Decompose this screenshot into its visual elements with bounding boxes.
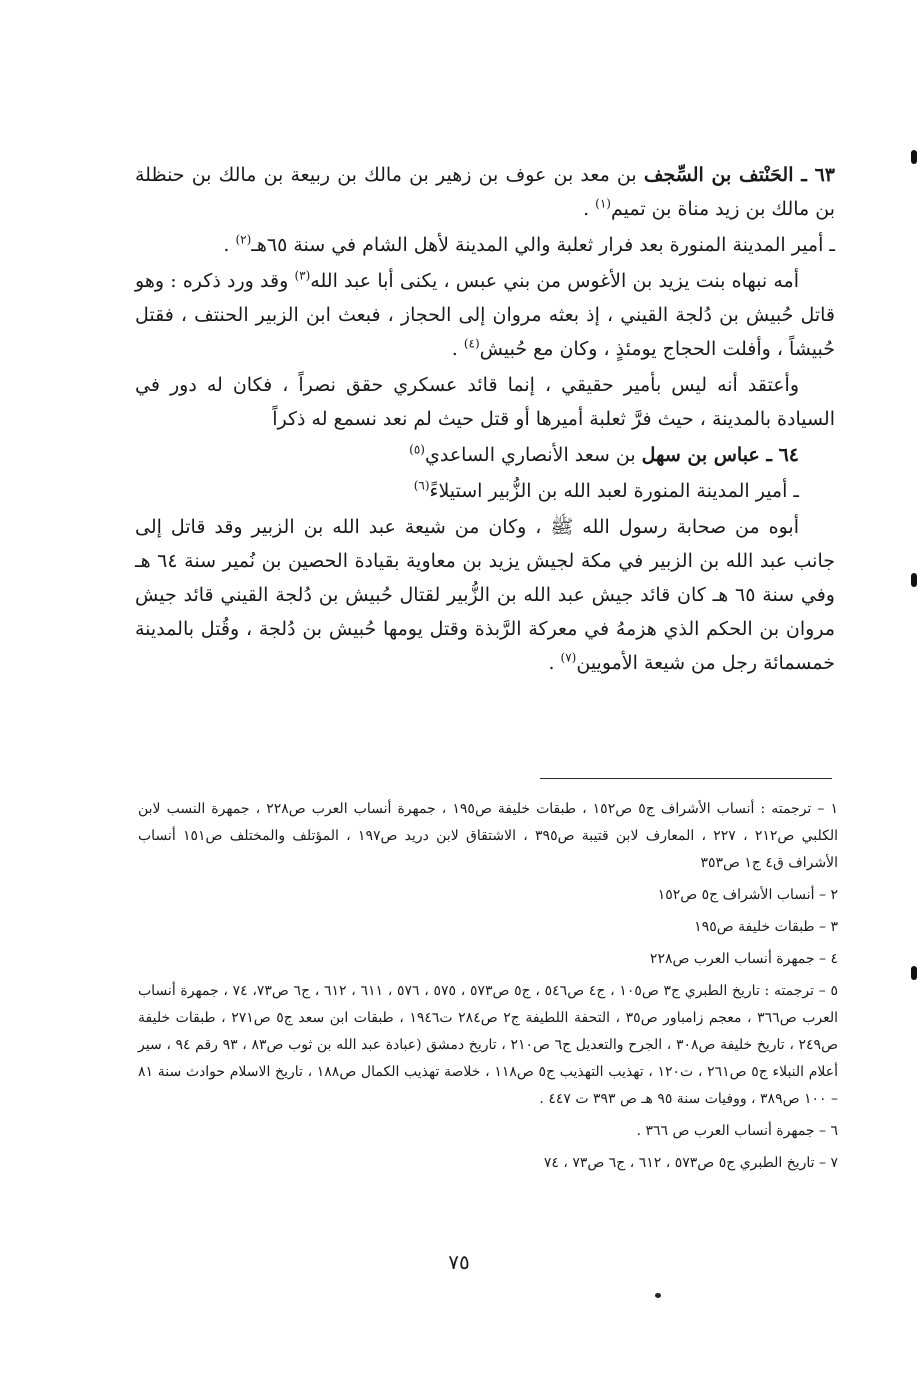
entry-64-bio-text: أبوه من صحابة رسول الله ﷺ ، وكان من شيعة عبد الله بن الزبير وقد قاتل إلى جانب عبد الله بن الزبير في مكة لجيش يزيد بن معاوية بقيادة الحصين بن نُمير سنة ٦٤ هـ وفي سنة ٦٥ هـ كان قائد جيش عبد الله بن الزُّبير لقتال حُبيش بن دُلجة القيني قائد جيش مروان بن الحكم الذي هزمهُ في معركة الرَّبذة وقتل يومها حُبيش بن دُلجة ، وقُتل بالمدينة خمسمائة رجل من شيعة الأمويين — [135, 516, 836, 674]
entry-63-bio-tail: . — [451, 338, 464, 360]
entry-64-bio-tail: . — [548, 652, 561, 674]
footnote-3: ٣ – طبقات خليفة ص١٩٥ — [694, 919, 838, 935]
entry-63-lineage: بن معد بن عوف بن زهير بن مالك بن ربيعة بن مالك بن حنظلة بن مالك بن زيد مناة بن تميم — [135, 164, 835, 220]
footnote-ref-3: (٣) — [294, 268, 311, 283]
entry-64-paragraph — [135, 438, 835, 472]
entry-64-role-text: ـ أمير المدينة المنورة لعبد الله بن الزُّبير استيلاءً — [429, 480, 799, 502]
entry-64-heading: ٦٤ ـ عباس بن سهل — [641, 444, 799, 466]
entry-63-tail: . — [583, 198, 596, 220]
edge-mark-lower — [911, 966, 917, 980]
footnotes — [138, 796, 838, 1182]
footnote-ref-4: (٤) — [463, 336, 480, 351]
entry-63-role-tail: . — [223, 234, 236, 256]
entry-64-role — [135, 474, 835, 508]
footnote-ref-5: (٥) — [409, 442, 425, 457]
footnote-ref-7: (٧) — [560, 650, 577, 665]
footnote-ref-6: (٦) — [413, 478, 430, 493]
edge-mark-top — [911, 150, 917, 164]
footnote-2: ٢ – أنساب الأشراف ج٥ ص١٥٢ — [657, 887, 838, 903]
entry-63-role — [135, 228, 835, 262]
print-dot — [655, 1293, 661, 1298]
entry-63-bio-a: أمه نبهاه بنت يزيد بن الأغوس من بني عبس ، يكنى أبا عبد الله — [310, 270, 799, 292]
footnote-ref-1: (١) — [595, 196, 611, 211]
edge-mark-middle — [911, 573, 917, 587]
entry-63-heading: ٦٣ ـ الحَنْتف بن السِّجف — [643, 164, 835, 186]
footnote-6: ٦ – جمهرة أنساب العرب ص ٣٦٦ . — [636, 1123, 838, 1139]
footnote-ref-2: (٢) — [235, 232, 252, 247]
page-number: ٧٥ — [448, 1250, 470, 1274]
entry-63-bio-b: وقد ورد ذكره : وهو قاتل حُبيش بن دُلجة القيني ، إذ بعثه مروان إلى الحجاز ، فبعث ابن الزبير الحنتف ، فقتل حُبيشاً ، وأفلت الحجاج يومئذٍ ، وكان مع حُبيش — [135, 270, 835, 360]
footnote-divider — [540, 778, 832, 779]
footnote-4: ٤ – جمهرة أنساب العرب ص٢٢٨ — [649, 951, 838, 967]
footnote-7: ٧ – تاريخ الطبري ج٥ ص٥٧٣ ، ٦١٢ ، ج٦ ص٧٣ ، ٧٤ — [543, 1155, 838, 1171]
entry-64-lineage: بن سعد الأنصاري الساعدي — [424, 444, 642, 466]
footnote-5: ٥ – ترجمته : تاريخ الطبري ج٣ ص١٠٥ ، ج٤ ص٥٤٦ ، ج٥ ص٥٧٣ ، ٥٧٥ ، ٥٧٦ ، ٦١١ ، ٦١٢ ، ج٦ ص٧٣، ٧٤ ، جمهرة أنساب العرب ص٣٦٦ ، معجم زامباور ص٣٥ ، التحفة اللطيفة ج٢ ص٢٨٤ ت١٩٤٦ ، طبقات ابن سعد ج٥ ص٢٧١ ، طبقات خليفة ص٢٤٩ ، تاريخ خليفة ص٣٠٨ ، الجرح والتعديل ج٦ ص٢١٠ ، تاريخ دمشق (عبادة عبد الله بن ثوب ص٨٣ ، ٩٣ رقم ٩٤ ، سير أعلام النبلاء ج٥ ص٢٦١ ، ت١٢٠ ، تهذيب التهذيب ج٥ ص١١٨ ، خلاصة تهذيب الكمال ص١٨٨ ، تاريخ الاسلام حوادث سنة ٨١ – ١٠٠ ص٣٨٩ ، ووفيات سنة ٩٥ هـ ص ٣٩٣ ت ٤٤٧ . — [138, 983, 839, 1107]
footnote-1: ١ – ترجمته : أنساب الأشراف ج٥ ص١٥٢ ، طبقات خليفة ص١٩٥ ، جمهرة أنساب العرب ص٢٢٨ ، جمهرة النسب لابن الكلبي ص٢١٢ ، ٢٢٧ ، المعارف لابن قتيبة ص٣٩٥ ، الاشتقاق لابن دريد ص١٩٧ ، المؤتلف والمختلف ص١٥١ أنساب الأشراف ق٤ ج١ ص٣٥٣ — [138, 801, 839, 871]
entry-63-opinion-text: وأعتقد أنه ليس بأمير حقيقي ، إنما قائد عسكري حقق نصراً ، فكان له دور في السيادة بالمدينة ، حيث فرَّ ثعلبة أميرها أو قتل حيث لم نعد نسمع له ذكراً — [135, 374, 835, 430]
entry-63-biography — [135, 264, 835, 366]
entry-63-opinion — [135, 368, 835, 436]
entry-63-paragraph — [135, 158, 835, 226]
entry-63-role-text: ـ أمير المدينة المنورة بعد فرار ثعلبة والي المدينة لأهل الشام في سنة ٦٥هـ — [251, 234, 835, 256]
entry-64-biography — [135, 510, 835, 680]
main-text — [135, 158, 835, 682]
